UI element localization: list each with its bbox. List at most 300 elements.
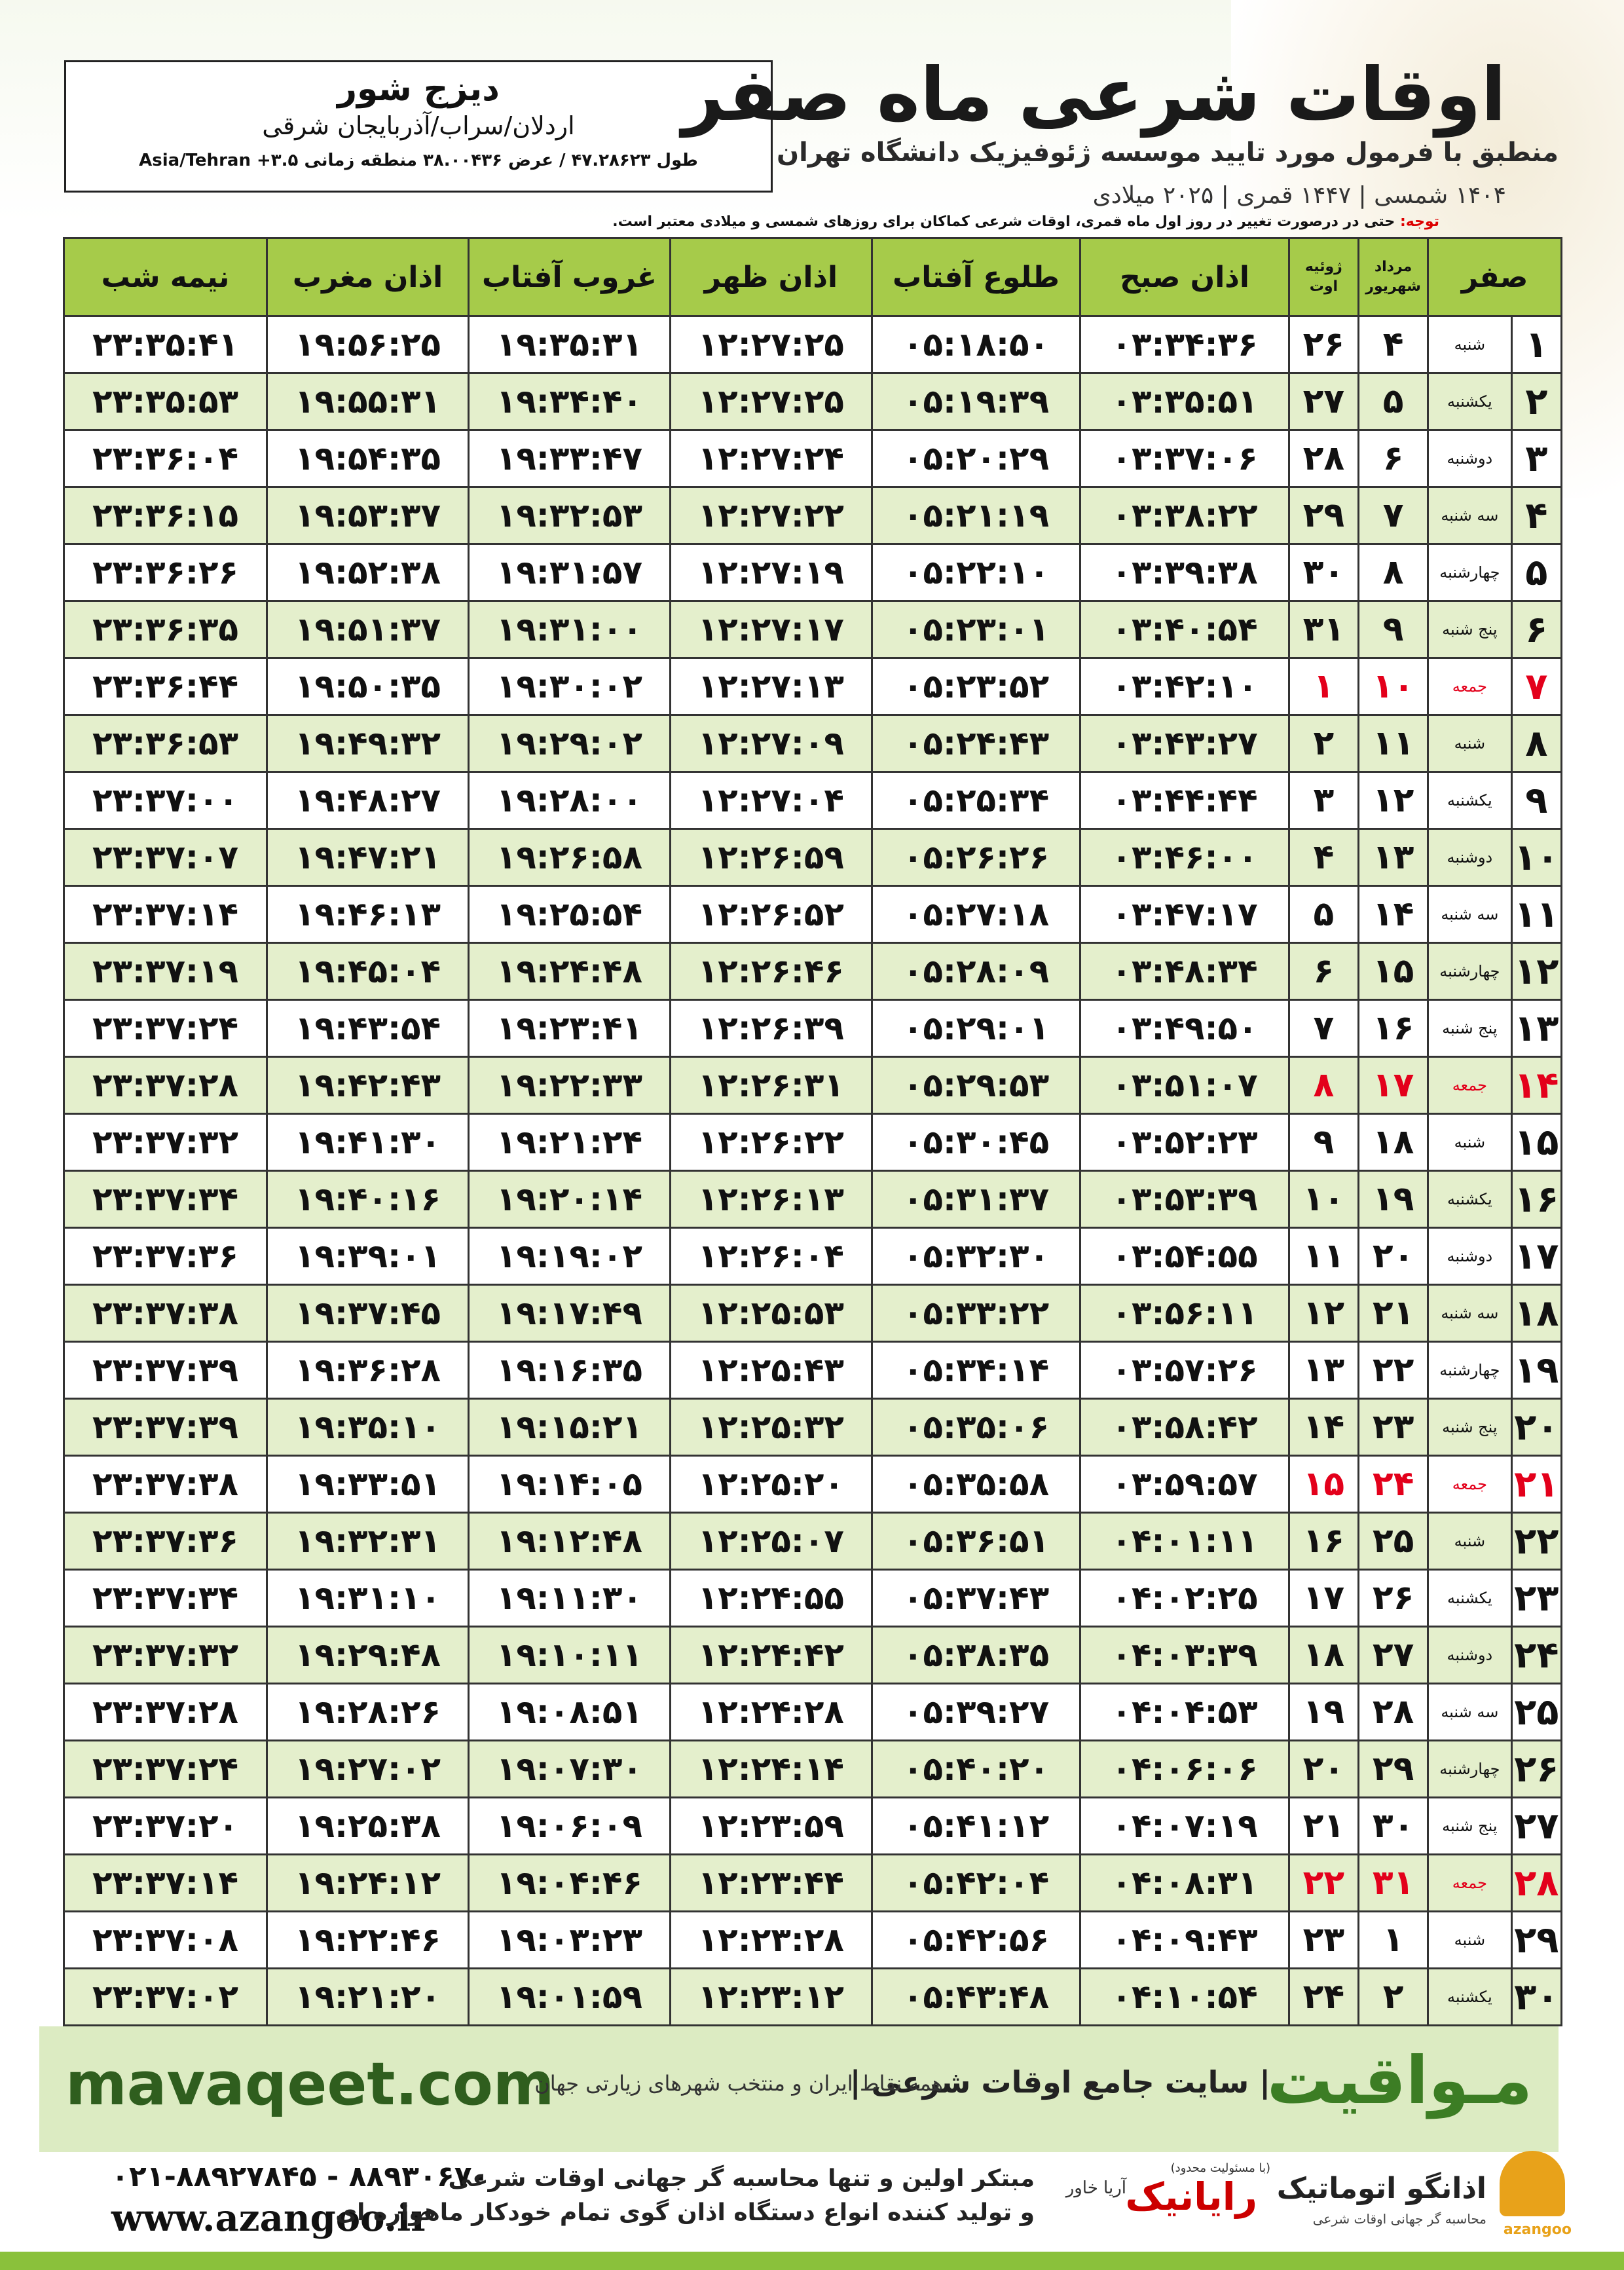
midnight-time: ۲۳:۳۷:۳۴ — [64, 1171, 267, 1228]
fajr-time: ۰۴:۰۹:۴۳ — [1080, 1912, 1289, 1969]
miladi-day: ۲۶ — [1289, 316, 1358, 373]
midnight-time: ۲۳:۳۶:۰۴ — [64, 430, 267, 487]
coordinates: طول ۴۷.۲۸۶۲۳ / عرض ۳۸.۰۰۴۳۶ منطقه زمانی ۳.۵+ Asia/Tehran — [139, 151, 698, 170]
weekday: یکشنبه — [1428, 373, 1511, 430]
fajr-time: ۰۳:۴۴:۴۴ — [1080, 772, 1289, 829]
sunset-time: ۱۹:۱۱:۳۰ — [468, 1570, 670, 1627]
sunset-time: ۱۹:۰۶:۰۹ — [468, 1798, 670, 1855]
miladi-day: ۱۱ — [1289, 1228, 1358, 1285]
fajr-time: ۰۴:۰۶:۰۶ — [1080, 1741, 1289, 1798]
sunset-time: ۱۹:۲۴:۴۸ — [468, 943, 670, 1000]
miladi-day: ۳ — [1289, 772, 1358, 829]
dhuhr-time: ۱۲:۲۵:۳۲ — [670, 1399, 872, 1456]
midnight-time: ۲۳:۳۷:۱۴ — [64, 886, 267, 943]
maghrib-time: ۱۹:۴۳:۵۴ — [267, 1000, 469, 1057]
sunset-time: ۱۹:۰۳:۲۳ — [468, 1912, 670, 1969]
header-sunrise: طلوع آفتاب — [872, 238, 1080, 316]
year-dates: ۱۴۰۴ شمسی | ۱۴۴۷ قمری | ۲۰۲۵ میلادی — [1092, 182, 1506, 209]
fajr-time: ۰۳:۴۲:۱۰ — [1080, 658, 1289, 715]
table-body — [64, 316, 1562, 2026]
fajr-time: ۰۴:۰۸:۳۱ — [1080, 1855, 1289, 1912]
sunrise-time: ۰۵:۳۰:۴۵ — [872, 1114, 1080, 1171]
maghrib-time: ۱۹:۵۵:۳۱ — [267, 373, 469, 430]
azangoo-logo: اذانگو اتوماتیک — [1276, 2172, 1486, 2205]
footer-brand: مـواقیت — [1266, 2042, 1532, 2119]
midnight-time: ۲۳:۳۶:۳۵ — [64, 601, 267, 658]
maghrib-time: ۱۹:۲۹:۴۸ — [267, 1627, 469, 1684]
miladi-day: ۲۴ — [1289, 1969, 1358, 2026]
fajr-time: ۰۳:۵۲:۲۳ — [1080, 1114, 1289, 1171]
midnight-time: ۲۳:۳۷:۰۰ — [64, 772, 267, 829]
sunset-time: ۱۹:۲۸:۰۰ — [468, 772, 670, 829]
shamsi-day: ۲۱ — [1358, 1285, 1428, 1342]
sunset-time: ۱۹:۲۳:۴۱ — [468, 1000, 670, 1057]
sunset-time: ۱۹:۱۰:۱۱ — [468, 1627, 670, 1684]
sunrise-time: ۰۵:۲۷:۱۸ — [872, 886, 1080, 943]
sunrise-time: ۰۵:۲۸:۰۹ — [872, 943, 1080, 1000]
maghrib-time: ۱۹:۴۰:۱۶ — [267, 1171, 469, 1228]
sunset-time: ۱۹:۳۱:۵۷ — [468, 544, 670, 601]
midnight-time: ۲۳:۳۷:۳۸ — [64, 1456, 267, 1513]
header-dhuhr: اذان ظهر — [670, 238, 872, 316]
shamsi-day: ۲۰ — [1358, 1228, 1428, 1285]
miladi-day: ۵ — [1289, 886, 1358, 943]
midnight-time: ۲۳:۳۷:۳۶ — [64, 1513, 267, 1570]
day-number: ۵ — [1511, 544, 1561, 601]
shamsi-day: ۱۲ — [1358, 772, 1428, 829]
table-row — [64, 1228, 1562, 1285]
day-number: ۱۱ — [1511, 886, 1561, 943]
sunset-time: ۱۹:۲۶:۵۸ — [468, 829, 670, 886]
midnight-time: ۲۳:۳۵:۴۱ — [64, 316, 267, 373]
sunset-time: ۱۹:۱۴:۰۵ — [468, 1456, 670, 1513]
weekday: پنج شنبه — [1428, 601, 1511, 658]
weekday: جمعه — [1428, 1057, 1511, 1114]
maghrib-time: ۱۹:۵۶:۲۵ — [267, 316, 469, 373]
midnight-time: ۲۳:۳۷:۱۴ — [64, 1855, 267, 1912]
maghrib-time: ۱۹:۳۲:۳۱ — [267, 1513, 469, 1570]
sunset-time: ۱۹:۳۴:۴۰ — [468, 373, 670, 430]
table-header-row — [64, 238, 1562, 316]
sunset-time: ۱۹:۰۴:۴۶ — [468, 1855, 670, 1912]
table-row — [64, 1570, 1562, 1627]
fajr-time: ۰۴:۰۴:۵۳ — [1080, 1684, 1289, 1741]
shamsi-day: ۶ — [1358, 430, 1428, 487]
dhuhr-time: ۱۲:۲۵:۲۰ — [670, 1456, 872, 1513]
day-number: ۱۳ — [1511, 1000, 1561, 1057]
miladi-day: ۲۹ — [1289, 487, 1358, 544]
dhuhr-time: ۱۲:۲۷:۲۵ — [670, 373, 872, 430]
miladi-day: ۱۵ — [1289, 1456, 1358, 1513]
shamsi-day: ۲۵ — [1358, 1513, 1428, 1570]
shamsi-day: ۵ — [1358, 373, 1428, 430]
weekday: چهارشنبه — [1428, 1342, 1511, 1399]
sunrise-time: ۰۵:۲۶:۲۶ — [872, 829, 1080, 886]
sunset-time: ۱۹:۱۶:۳۵ — [468, 1342, 670, 1399]
maghrib-time: ۱۹:۴۹:۳۲ — [267, 715, 469, 772]
table-row — [64, 1456, 1562, 1513]
dhuhr-time: ۱۲:۲۵:۰۷ — [670, 1513, 872, 1570]
day-number: ۱۶ — [1511, 1171, 1561, 1228]
day-number: ۱۵ — [1511, 1114, 1561, 1171]
fajr-time: ۰۳:۳۷:۰۶ — [1080, 430, 1289, 487]
shamsi-day: ۱۷ — [1358, 1057, 1428, 1114]
maghrib-time: ۱۹:۴۵:۰۴ — [267, 943, 469, 1000]
maghrib-time: ۱۹:۳۳:۵۱ — [267, 1456, 469, 1513]
sunset-time: ۱۹:۳۵:۳۱ — [468, 316, 670, 373]
miladi-day: ۳۱ — [1289, 601, 1358, 658]
weekday: جمعه — [1428, 658, 1511, 715]
note — [64, 214, 1439, 230]
midnight-time: ۲۳:۳۷:۳۶ — [64, 1228, 267, 1285]
miladi-day: ۱۰ — [1289, 1171, 1358, 1228]
sunrise-time: ۰۵:۳۷:۴۳ — [872, 1570, 1080, 1627]
maghrib-time: ۱۹:۴۱:۳۰ — [267, 1114, 469, 1171]
sunrise-time: ۰۵:۴۳:۴۸ — [872, 1969, 1080, 2026]
table-row — [64, 373, 1562, 430]
sunrise-time: ۰۵:۲۵:۳۴ — [872, 772, 1080, 829]
footer-line1: مبتکر اولین و تنها محاسبه گر جهانی اوقات شرعی — [448, 2165, 1035, 2192]
maghrib-time: ۱۹:۳۵:۱۰ — [267, 1399, 469, 1456]
day-number: ۳ — [1511, 430, 1561, 487]
header-maghrib: اذان مغرب — [267, 238, 469, 316]
miladi-day: ۳۰ — [1289, 544, 1358, 601]
fajr-time: ۰۳:۵۳:۳۹ — [1080, 1171, 1289, 1228]
table-row — [64, 943, 1562, 1000]
table-row — [64, 1798, 1562, 1855]
table-row — [64, 1171, 1562, 1228]
shamsi-day: ۸ — [1358, 544, 1428, 601]
miladi-day: ۲۷ — [1289, 373, 1358, 430]
fajr-time: ۰۳:۴۹:۵۰ — [1080, 1000, 1289, 1057]
sunset-time: ۱۹:۱۹:۰۲ — [468, 1228, 670, 1285]
fajr-time: ۰۴:۰۷:۱۹ — [1080, 1798, 1289, 1855]
dhuhr-time: ۱۲:۲۶:۴۶ — [670, 943, 872, 1000]
table-row — [64, 1912, 1562, 1969]
fajr-time: ۰۳:۴۶:۰۰ — [1080, 829, 1289, 886]
shamsi-day: ۱۸ — [1358, 1114, 1428, 1171]
sunrise-time: ۰۵:۲۳:۰۱ — [872, 601, 1080, 658]
table-row — [64, 658, 1562, 715]
city-name: دیزج شور — [337, 69, 500, 109]
shamsi-day: ۴ — [1358, 316, 1428, 373]
sunrise-time: ۰۵:۳۴:۱۴ — [872, 1342, 1080, 1399]
day-number: ۴ — [1511, 487, 1561, 544]
fajr-time: ۰۴:۱۰:۵۴ — [1080, 1969, 1289, 2026]
note-label: توجه: — [1399, 214, 1439, 230]
weekday: شنبه — [1428, 1912, 1511, 1969]
sunrise-time: ۰۵:۴۲:۵۶ — [872, 1912, 1080, 1969]
day-number: ۱۹ — [1511, 1342, 1561, 1399]
weekday: پنج شنبه — [1428, 1399, 1511, 1456]
table-row — [64, 487, 1562, 544]
table-row — [64, 1342, 1562, 1399]
sunrise-time: ۰۵:۲۴:۴۳ — [872, 715, 1080, 772]
dhuhr-time: ۱۲:۲۳:۴۴ — [670, 1855, 872, 1912]
table-row — [64, 715, 1562, 772]
day-number: ۱۰ — [1511, 829, 1561, 886]
weekday: دوشنبه — [1428, 1228, 1511, 1285]
day-number: ۱۸ — [1511, 1285, 1561, 1342]
midnight-time: ۲۳:۳۶:۲۶ — [64, 544, 267, 601]
table-row — [64, 1285, 1562, 1342]
location-box — [64, 60, 773, 193]
weekday: سه شنبه — [1428, 1285, 1511, 1342]
day-number: ۱۴ — [1511, 1057, 1561, 1114]
fajr-time: ۰۳:۳۵:۵۱ — [1080, 373, 1289, 430]
aria-khavar-logo: آریا خاور — [1065, 2178, 1126, 2198]
day-number: ۲۵ — [1511, 1684, 1561, 1741]
table-row — [64, 316, 1562, 373]
sunrise-time: ۰۵:۳۶:۵۱ — [872, 1513, 1080, 1570]
miladi-day: ۱۴ — [1289, 1399, 1358, 1456]
sunrise-time: ۰۵:۳۲:۳۰ — [872, 1228, 1080, 1285]
weekday: شنبه — [1428, 1114, 1511, 1171]
azangoo-logo-subtitle: محاسبه گر جهانی اوقات شرعی — [1312, 2211, 1486, 2227]
dhuhr-time: ۱۲:۲۷:۰۴ — [670, 772, 872, 829]
shamsi-day: ۹ — [1358, 601, 1428, 658]
midnight-time: ۲۳:۳۷:۲۸ — [64, 1684, 267, 1741]
table-row — [64, 544, 1562, 601]
sunrise-time: ۰۵:۲۳:۵۲ — [872, 658, 1080, 715]
sunset-time: ۱۹:۳۲:۵۳ — [468, 487, 670, 544]
weekday: یکشنبه — [1428, 1570, 1511, 1627]
sunset-time: ۱۹:۳۰:۰۲ — [468, 658, 670, 715]
footer-site-url[interactable]: mavaqeet.com — [65, 2050, 555, 2119]
miladi-day: ۲ — [1289, 715, 1358, 772]
sunrise-time: ۰۵:۱۹:۳۹ — [872, 373, 1080, 430]
weekday: شنبه — [1428, 715, 1511, 772]
prayer-times-table — [63, 237, 1562, 2026]
weekday: پنج شنبه — [1428, 1000, 1511, 1057]
dhuhr-time: ۱۲:۲۶:۳۱ — [670, 1057, 872, 1114]
miladi-day: ۷ — [1289, 1000, 1358, 1057]
miladi-day: ۸ — [1289, 1057, 1358, 1114]
midnight-time: ۲۳:۳۵:۵۳ — [64, 373, 267, 430]
sunrise-time: ۰۵:۲۲:۱۰ — [872, 544, 1080, 601]
dhuhr-time: ۱۲:۲۶:۵۲ — [670, 886, 872, 943]
bottom-bar — [0, 2252, 1624, 2270]
sunset-time: ۱۹:۰۸:۵۱ — [468, 1684, 670, 1741]
weekday: یکشنبه — [1428, 1171, 1511, 1228]
day-number: ۱۲ — [1511, 943, 1561, 1000]
shamsi-day: ۲۶ — [1358, 1570, 1428, 1627]
miladi-day: ۲۳ — [1289, 1912, 1358, 1969]
weekday: سه شنبه — [1428, 1684, 1511, 1741]
dhuhr-time: ۱۲:۲۳:۲۸ — [670, 1912, 872, 1969]
midnight-time: ۲۳:۳۷:۲۸ — [64, 1057, 267, 1114]
dhuhr-time: ۱۲:۲۶:۵۹ — [670, 829, 872, 886]
fajr-time: ۰۳:۵۴:۵۵ — [1080, 1228, 1289, 1285]
sunrise-time: ۰۵:۴۰:۲۰ — [872, 1741, 1080, 1798]
header-sunset: غروب آفتاب — [468, 238, 670, 316]
midnight-time: ۲۳:۳۷:۲۰ — [64, 1798, 267, 1855]
fajr-time: ۰۳:۵۸:۴۲ — [1080, 1399, 1289, 1456]
day-number: ۲۲ — [1511, 1513, 1561, 1570]
miladi-day: ۲۰ — [1289, 1741, 1358, 1798]
header-shamsi: مرداد شهریور — [1358, 238, 1428, 316]
dhuhr-time: ۱۲:۲۷:۱۳ — [670, 658, 872, 715]
rayanik-logo-subtitle: (با مسئولیت محدود) — [1170, 2161, 1270, 2175]
maghrib-time: ۱۹:۵۱:۳۷ — [267, 601, 469, 658]
maghrib-time: ۱۹:۵۴:۳۵ — [267, 430, 469, 487]
miladi-day: ۱ — [1289, 658, 1358, 715]
fajr-time: ۰۴:۰۲:۲۵ — [1080, 1570, 1289, 1627]
midnight-time: ۲۳:۳۶:۴۴ — [64, 658, 267, 715]
day-number: ۲۶ — [1511, 1741, 1561, 1798]
sunset-time: ۱۹:۲۵:۵۴ — [468, 886, 670, 943]
fajr-time: ۰۳:۴۰:۵۴ — [1080, 601, 1289, 658]
header-day: صفر — [1428, 238, 1562, 316]
dhuhr-time: ۱۲:۲۳:۱۲ — [670, 1969, 872, 2026]
sunset-time: ۱۹:۲۱:۲۴ — [468, 1114, 670, 1171]
page-title: اوقات شرعی ماه صفر — [682, 52, 1506, 138]
day-number: ۲۸ — [1511, 1855, 1561, 1912]
sunrise-time: ۰۵:۴۲:۰۴ — [872, 1855, 1080, 1912]
table-row — [64, 1513, 1562, 1570]
table-row — [64, 1057, 1562, 1114]
fajr-time: ۰۳:۵۷:۲۶ — [1080, 1342, 1289, 1399]
table-row — [64, 1627, 1562, 1684]
sunrise-time: ۰۵:۲۰:۲۹ — [872, 430, 1080, 487]
shamsi-day: ۲۷ — [1358, 1627, 1428, 1684]
miladi-day: ۹ — [1289, 1114, 1358, 1171]
shamsi-day: ۱۵ — [1358, 943, 1428, 1000]
sunrise-time: ۰۵:۱۸:۵۰ — [872, 316, 1080, 373]
maghrib-time: ۱۹:۵۲:۳۸ — [267, 544, 469, 601]
sunrise-time: ۰۵:۲۹:۰۱ — [872, 1000, 1080, 1057]
dhuhr-time: ۱۲:۲۷:۱۷ — [670, 601, 872, 658]
weekday: پنج شنبه — [1428, 1798, 1511, 1855]
sunset-time: ۱۹:۰۷:۳۰ — [468, 1741, 670, 1798]
dhuhr-time: ۱۲:۲۴:۱۴ — [670, 1741, 872, 1798]
header-fajr: اذان صبح — [1080, 238, 1289, 316]
footer-website[interactable]: www.azangoo.ir — [111, 2197, 430, 2240]
miladi-day: ۲۸ — [1289, 430, 1358, 487]
day-number: ۲۰ — [1511, 1399, 1561, 1456]
midnight-time: ۲۳:۳۷:۰۸ — [64, 1912, 267, 1969]
dhuhr-time: ۱۲:۲۷:۲۲ — [670, 487, 872, 544]
shamsi-day: ۳۱ — [1358, 1855, 1428, 1912]
day-number: ۶ — [1511, 601, 1561, 658]
day-number: ۷ — [1511, 658, 1561, 715]
day-number: ۸ — [1511, 715, 1561, 772]
sunrise-time: ۰۵:۳۳:۲۲ — [872, 1285, 1080, 1342]
dhuhr-time: ۱۲:۲۶:۲۲ — [670, 1114, 872, 1171]
weekday: سه شنبه — [1428, 886, 1511, 943]
sunrise-time: ۰۵:۳۹:۲۷ — [872, 1684, 1080, 1741]
maghrib-time: ۱۹:۵۳:۳۷ — [267, 487, 469, 544]
page-subtitle: منطبق با فرمول مورد تایید موسسه ژئوفیزیک دانشگاه تهران — [776, 138, 1559, 168]
table-row — [64, 829, 1562, 886]
midnight-time: ۲۳:۳۷:۱۹ — [64, 943, 267, 1000]
shamsi-day: ۱۰ — [1358, 658, 1428, 715]
midnight-time: ۲۳:۳۶:۵۳ — [64, 715, 267, 772]
dhuhr-time: ۱۲:۲۶:۰۴ — [670, 1228, 872, 1285]
midnight-time: ۲۳:۳۷:۳۹ — [64, 1342, 267, 1399]
miladi-day: ۱۶ — [1289, 1513, 1358, 1570]
sunset-time: ۱۹:۲۰:۱۴ — [468, 1171, 670, 1228]
rayanik-logo: رایانیک — [1125, 2174, 1257, 2219]
table-row — [64, 1684, 1562, 1741]
weekday: دوشنبه — [1428, 1627, 1511, 1684]
footer-subtext: همه نقاط ایران و منتخب شهرهای زیارتی جهان — [534, 2071, 943, 2096]
maghrib-time: ۱۹:۲۵:۳۸ — [267, 1798, 469, 1855]
fajr-time: ۰۳:۵۹:۵۷ — [1080, 1456, 1289, 1513]
miladi-day: ۲۲ — [1289, 1855, 1358, 1912]
midnight-time: ۲۳:۳۶:۱۵ — [64, 487, 267, 544]
dhuhr-time: ۱۲:۲۴:۲۸ — [670, 1684, 872, 1741]
weekday: دوشنبه — [1428, 829, 1511, 886]
weekday: یکشنبه — [1428, 772, 1511, 829]
dhuhr-time: ۱۲:۲۴:۵۵ — [670, 1570, 872, 1627]
table-row — [64, 772, 1562, 829]
dhuhr-time: ۱۲:۲۶:۳۹ — [670, 1000, 872, 1057]
maghrib-time: ۱۹:۲۸:۲۶ — [267, 1684, 469, 1741]
day-number: ۲ — [1511, 373, 1561, 430]
footer-line2: و تولید کننده انواع دستگاه اذان گوی تمام خودکار ماهواره ای — [335, 2199, 1035, 2226]
fajr-time: ۰۳:۳۹:۳۸ — [1080, 544, 1289, 601]
sunrise-time: ۰۵:۳۸:۳۵ — [872, 1627, 1080, 1684]
maghrib-time: ۱۹:۲۱:۲۰ — [267, 1969, 469, 2026]
sunrise-time: ۰۵:۳۵:۵۸ — [872, 1456, 1080, 1513]
sunset-time: ۱۹:۱۲:۴۸ — [468, 1513, 670, 1570]
midnight-time: ۲۳:۳۷:۲۴ — [64, 1000, 267, 1057]
fajr-time: ۰۳:۳۸:۲۲ — [1080, 487, 1289, 544]
maghrib-time: ۱۹:۳۱:۱۰ — [267, 1570, 469, 1627]
midnight-time: ۲۳:۳۷:۰۲ — [64, 1969, 267, 2026]
midnight-time: ۲۳:۳۷:۰۷ — [64, 829, 267, 886]
maghrib-time: ۱۹:۳۶:۲۸ — [267, 1342, 469, 1399]
midnight-time: ۲۳:۳۷:۲۴ — [64, 1741, 267, 1798]
sunrise-time: ۰۵:۲۹:۵۳ — [872, 1057, 1080, 1114]
shamsi-day: ۱ — [1358, 1912, 1428, 1969]
shamsi-day: ۳۰ — [1358, 1798, 1428, 1855]
weekday: جمعه — [1428, 1855, 1511, 1912]
maghrib-time: ۱۹:۳۹:۰۱ — [267, 1228, 469, 1285]
day-number: ۲۹ — [1511, 1912, 1561, 1969]
maghrib-time: ۱۹:۴۷:۲۱ — [267, 829, 469, 886]
sunset-time: ۱۹:۱۷:۴۹ — [468, 1285, 670, 1342]
maghrib-time: ۱۹:۴۸:۲۷ — [267, 772, 469, 829]
table-row — [64, 886, 1562, 943]
shamsi-day: ۱۴ — [1358, 886, 1428, 943]
dhuhr-time: ۱۲:۲۵:۵۳ — [670, 1285, 872, 1342]
shamsi-day: ۲۹ — [1358, 1741, 1428, 1798]
miladi-day: ۱۲ — [1289, 1285, 1358, 1342]
table-row — [64, 1969, 1562, 2026]
dhuhr-time: ۱۲:۲۳:۵۹ — [670, 1798, 872, 1855]
day-number: ۲۴ — [1511, 1627, 1561, 1684]
dhuhr-time: ۱۲:۲۴:۴۲ — [670, 1627, 872, 1684]
weekday: چهارشنبه — [1428, 1741, 1511, 1798]
day-number: ۲۳ — [1511, 1570, 1561, 1627]
miladi-day: ۲۱ — [1289, 1798, 1358, 1855]
sunset-time: ۱۹:۰۱:۵۹ — [468, 1969, 670, 2026]
day-number: ۱۷ — [1511, 1228, 1561, 1285]
midnight-time: ۲۳:۳۷:۳۴ — [64, 1570, 267, 1627]
shamsi-day: ۲۴ — [1358, 1456, 1428, 1513]
midnight-time: ۲۳:۳۷:۳۹ — [64, 1399, 267, 1456]
azangoo-logo-text: azangoo — [1503, 2222, 1572, 2238]
footer-phone: ۰۲۱-۸۸۹۲۷۸۴۵ - ۸۸۹۳۰۶۷۰ — [111, 2160, 490, 2193]
fajr-time: ۰۳:۳۴:۳۶ — [1080, 316, 1289, 373]
weekday: شنبه — [1428, 1513, 1511, 1570]
header-midnight: نیمه شب — [64, 238, 267, 316]
sunset-time: ۱۹:۱۵:۲۱ — [468, 1399, 670, 1456]
table-row — [64, 430, 1562, 487]
weekday: جمعه — [1428, 1456, 1511, 1513]
